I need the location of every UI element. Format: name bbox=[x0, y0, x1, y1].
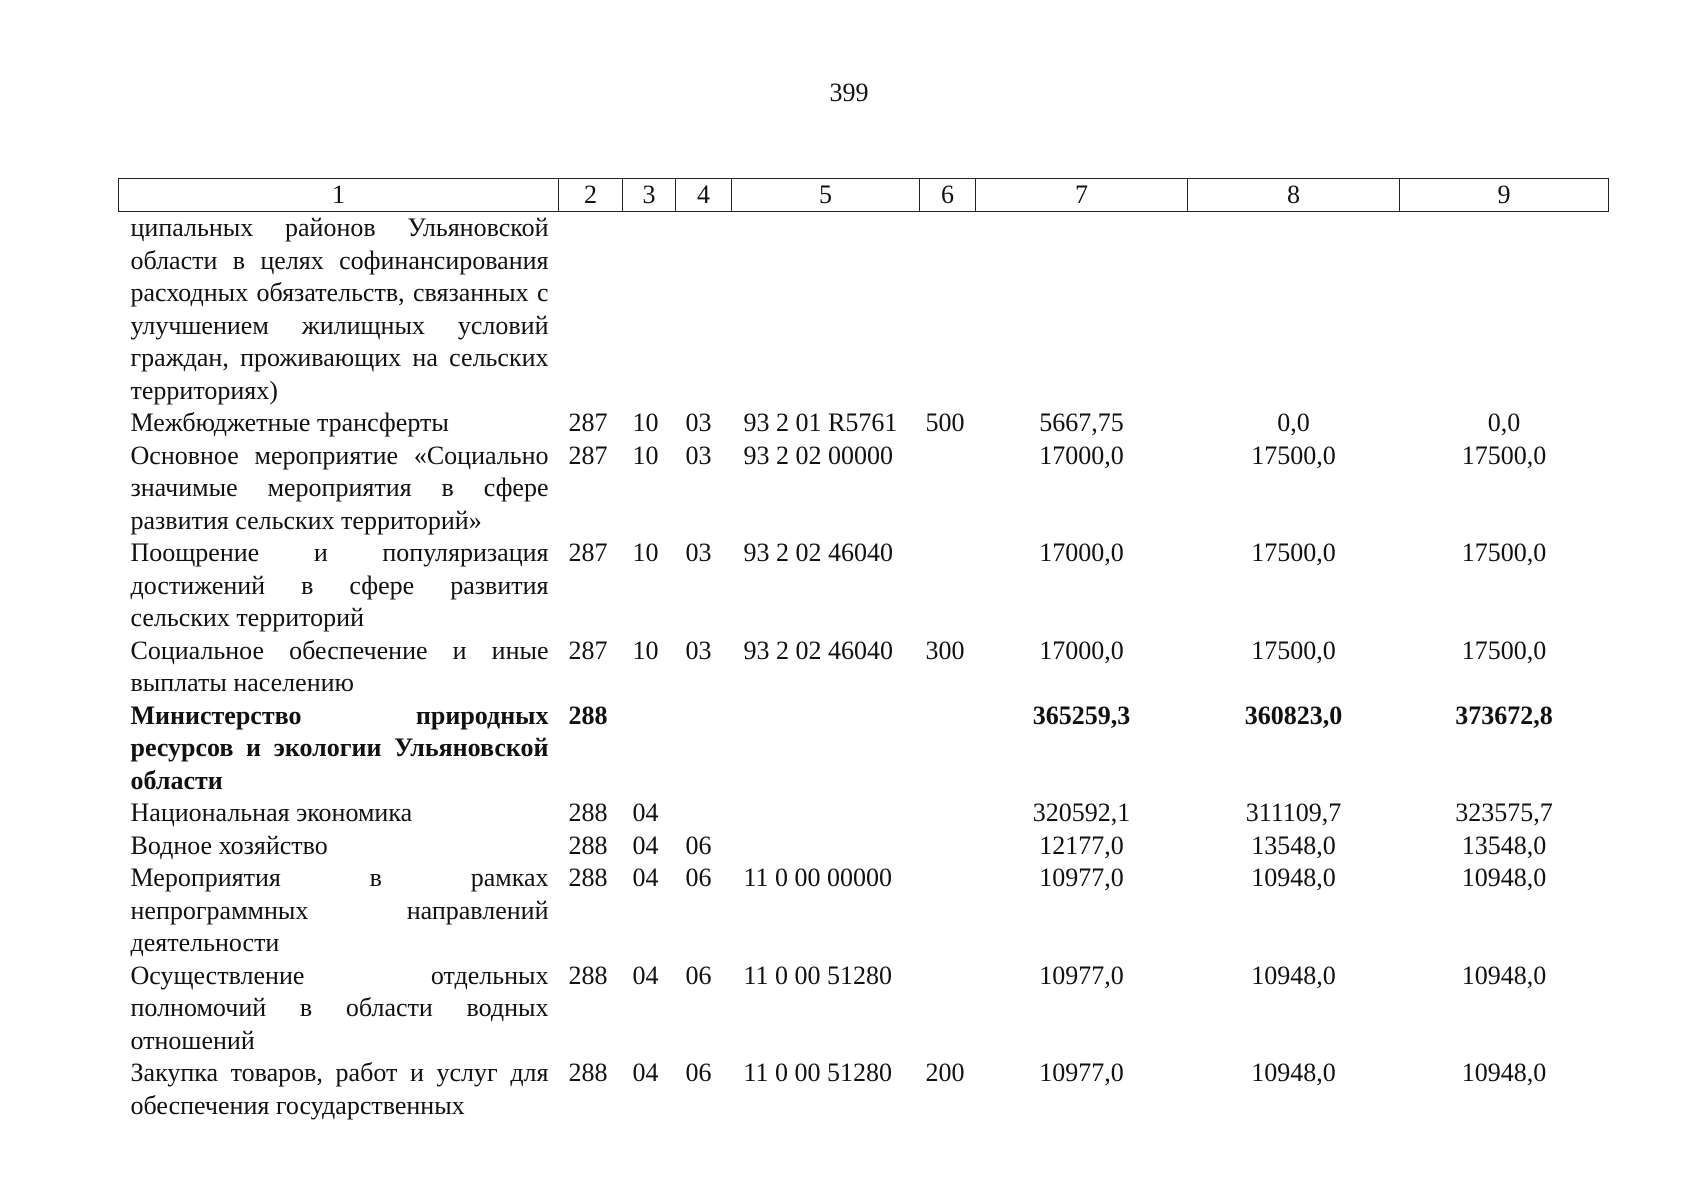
cell-expense-type: 300 bbox=[925, 635, 965, 665]
cell-amount-col7: 320592,1 bbox=[1032, 798, 1131, 827]
cell-amount-col7: 10977,0 bbox=[1039, 960, 1124, 990]
cell-amount-col7: 5667,75 bbox=[1039, 408, 1124, 437]
cell-amount-col7: 17000,0 bbox=[1039, 538, 1124, 567]
cell-ministry-code: 288 bbox=[568, 863, 608, 892]
cell-expense-type bbox=[920, 212, 976, 408]
table-row bbox=[119, 635, 1609, 700]
cell-amount-col7: 10977,0 bbox=[1039, 1058, 1124, 1087]
cell-expense-type bbox=[920, 862, 976, 960]
cell-expense-type bbox=[920, 700, 976, 798]
cell-subsection: 06 bbox=[685, 830, 712, 860]
cell-amount-col7: 10977,0 bbox=[1039, 863, 1124, 892]
table-row bbox=[119, 960, 1609, 1058]
cell-amount-col9: 13548,0 bbox=[1461, 830, 1547, 860]
cell-name: Национальная экономика bbox=[130, 798, 413, 827]
cell-subsection bbox=[676, 797, 732, 830]
column-header-9: 9 bbox=[1400, 179, 1609, 212]
cell-amount-col8: 13548,0 bbox=[1251, 830, 1336, 860]
table-row bbox=[119, 1057, 1609, 1122]
cell-name: Мероприятия в рамках непрограммных направлений деятельности bbox=[130, 863, 549, 957]
cell-target-article: 11 0 00 51280 bbox=[743, 1058, 893, 1087]
table-row bbox=[119, 212, 1609, 408]
cell-ministry-code: 288 bbox=[568, 830, 608, 860]
cell-amount-col9: 0,0 bbox=[1487, 408, 1521, 437]
cell-amount-col9: 373672,8 bbox=[1455, 700, 1553, 730]
cell-name: Водное хозяйство bbox=[130, 830, 328, 860]
cell-amount-col9 bbox=[1400, 212, 1609, 408]
cell-ministry-code: 288 bbox=[568, 798, 608, 827]
cell-target-article: 11 0 00 00000 bbox=[743, 863, 893, 892]
cell-amount-col9: 17500,0 bbox=[1461, 440, 1547, 470]
table-row bbox=[119, 440, 1609, 538]
cell-target-article: 93 2 02 46040 bbox=[743, 538, 893, 567]
cell-expense-type bbox=[920, 830, 976, 863]
column-header-6: 6 bbox=[920, 179, 976, 212]
cell-amount-col9: 323575,7 bbox=[1455, 798, 1553, 827]
cell-ministry-code bbox=[559, 212, 623, 408]
cell-target-article: 93 2 01 R5761 bbox=[743, 408, 898, 437]
cell-subsection: 06 bbox=[685, 1058, 712, 1087]
cell-name: ципальных районов Ульяновской области в целях софинансирования расходных обязательств, связанных с улучшением жилищных условий граждан, проживающих на сельских территориях) bbox=[130, 213, 549, 405]
cell-section: 10 bbox=[632, 440, 659, 470]
cell-section bbox=[623, 212, 676, 408]
header-row bbox=[119, 179, 1609, 212]
cell-amount-col8: 360823,0 bbox=[1244, 700, 1343, 730]
cell-amount-col8: 10948,0 bbox=[1251, 863, 1336, 892]
cell-ministry-code: 287 bbox=[568, 408, 608, 437]
cell-amount-col8: 17500,0 bbox=[1251, 635, 1336, 665]
cell-subsection: 06 bbox=[685, 863, 712, 892]
cell-name: Поощрение и популяризация достижений в сфере развития сельских территорий bbox=[130, 538, 549, 632]
cell-name: Межбюджетные трансферты bbox=[130, 408, 449, 437]
cell-amount-col9: 10948,0 bbox=[1461, 1058, 1547, 1087]
cell-section: 10 bbox=[632, 408, 659, 437]
column-header-4: 4 bbox=[676, 179, 732, 212]
cell-section: 10 bbox=[632, 635, 659, 665]
cell-name: Социальное обеспечение и иные выплаты населению bbox=[130, 635, 549, 697]
cell-amount-col9: 10948,0 bbox=[1461, 863, 1547, 892]
cell-name: Основное мероприятие «Социально значимые мероприятия в сфере развития сельских территорий» bbox=[130, 440, 549, 535]
cell-amount-col9: 17500,0 bbox=[1461, 538, 1547, 567]
table-row bbox=[119, 830, 1609, 863]
cell-expense-type bbox=[920, 960, 976, 1058]
cell-amount-col8 bbox=[1188, 212, 1400, 408]
table-row bbox=[119, 862, 1609, 960]
cell-ministry-code: 287 bbox=[568, 538, 608, 567]
cell-subsection: 03 bbox=[685, 635, 712, 665]
column-header-2: 2 bbox=[559, 179, 623, 212]
cell-target-article: 93 2 02 46040 bbox=[743, 635, 893, 665]
cell-amount-col7: 17000,0 bbox=[1039, 440, 1124, 470]
page-number: 399 bbox=[829, 78, 869, 107]
cell-subsection: 03 bbox=[685, 440, 712, 470]
cell-ministry-code: 288 bbox=[568, 960, 608, 990]
cell-amount-col8: 10948,0 bbox=[1251, 960, 1336, 990]
cell-subsection bbox=[676, 212, 732, 408]
cell-amount-col7: 365259,3 bbox=[1032, 700, 1131, 730]
cell-amount-col8: 17500,0 bbox=[1251, 440, 1336, 470]
cell-amount-col8: 17500,0 bbox=[1251, 538, 1336, 567]
cell-expense-type bbox=[920, 537, 976, 635]
cell-section: 10 bbox=[632, 538, 659, 567]
cell-target-article: 11 0 00 51280 bbox=[743, 960, 893, 990]
cell-expense-type bbox=[920, 440, 976, 538]
cell-target-article: 93 2 02 00000 bbox=[743, 440, 893, 470]
cell-ministry-code: 287 bbox=[568, 440, 608, 470]
table-row bbox=[119, 537, 1609, 635]
column-header-3: 3 bbox=[623, 179, 676, 212]
cell-subsection bbox=[676, 700, 732, 798]
cell-subsection: 03 bbox=[685, 538, 712, 567]
cell-amount-col7: 17000,0 bbox=[1039, 635, 1124, 665]
cell-target-article bbox=[732, 830, 920, 863]
cell-name: Осуществление отдельных полномочий в области водных отношений bbox=[130, 960, 549, 1055]
cell-ministry-code: 288 bbox=[568, 700, 608, 730]
cell-amount-col8: 10948,0 bbox=[1251, 1058, 1336, 1087]
cell-subsection: 06 bbox=[685, 960, 712, 990]
column-header-8: 8 bbox=[1188, 179, 1400, 212]
table-body bbox=[119, 212, 1609, 1123]
cell-amount-col9: 17500,0 bbox=[1461, 635, 1547, 665]
cell-section: 04 bbox=[632, 830, 659, 860]
cell-expense-type: 500 bbox=[925, 408, 965, 437]
cell-section: 04 bbox=[632, 960, 659, 990]
budget-table bbox=[118, 178, 1609, 1122]
cell-target-article bbox=[732, 212, 920, 408]
cell-amount-col8: 311109,7 bbox=[1245, 798, 1342, 827]
cell-name: Министерство природных ресурсов и экологии Ульяновской области bbox=[130, 700, 549, 795]
column-header-5: 5 bbox=[732, 179, 920, 212]
cell-section bbox=[623, 700, 676, 798]
cell-expense-type: 200 bbox=[925, 1058, 965, 1087]
column-header-7: 7 bbox=[976, 179, 1188, 212]
cell-amount-col9: 10948,0 bbox=[1461, 960, 1547, 990]
cell-subsection: 03 bbox=[685, 408, 712, 437]
cell-expense-type bbox=[920, 797, 976, 830]
cell-amount-col7 bbox=[976, 212, 1188, 408]
table-row bbox=[119, 797, 1609, 830]
cell-amount-col7: 12177,0 bbox=[1039, 830, 1124, 860]
table-row bbox=[119, 407, 1609, 440]
cell-ministry-code: 288 bbox=[568, 1058, 608, 1087]
column-header-1: 1 bbox=[119, 179, 559, 212]
cell-section: 04 bbox=[632, 1058, 659, 1087]
cell-name: Закупка товаров, работ и услуг для обеспечения государственных bbox=[130, 1058, 549, 1120]
cell-target-article bbox=[732, 797, 920, 830]
cell-amount-col8: 0,0 bbox=[1277, 408, 1310, 437]
cell-section: 04 bbox=[632, 863, 659, 892]
cell-ministry-code: 287 bbox=[568, 635, 608, 665]
table-row bbox=[119, 700, 1609, 798]
cell-target-article bbox=[732, 700, 920, 798]
cell-section: 04 bbox=[632, 798, 659, 827]
